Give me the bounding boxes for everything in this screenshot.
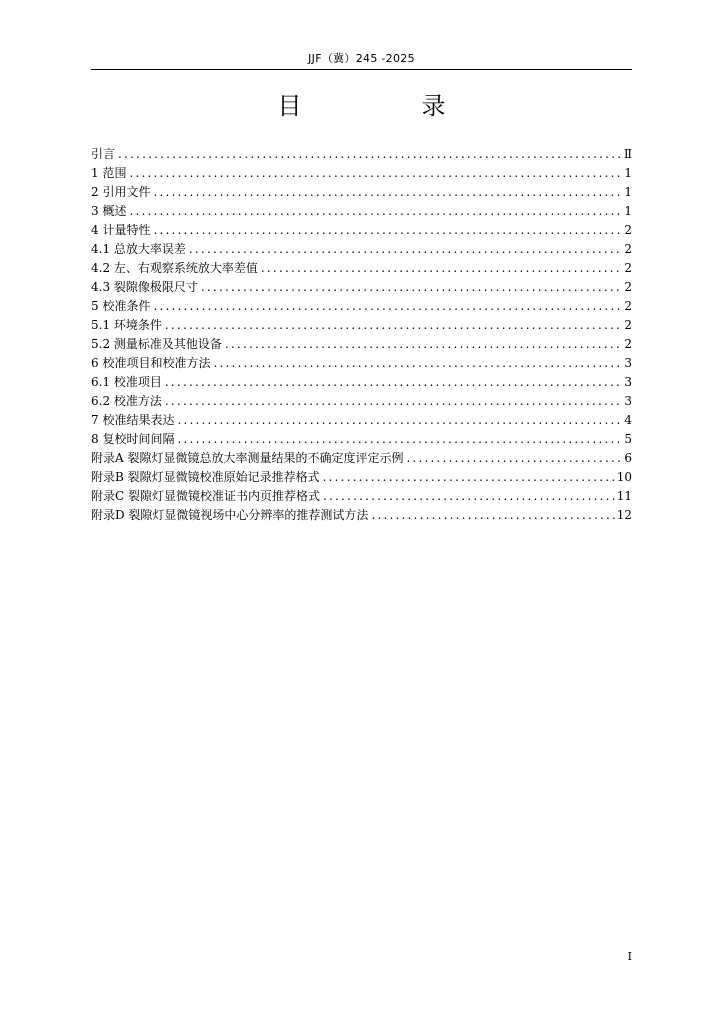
toc-entry-label: 4.3 裂隙像极限尺寸 (91, 280, 198, 294)
dot-leader (165, 373, 622, 392)
dot-leader (177, 430, 622, 449)
toc-entry-label: 附录A 裂隙灯显微镜总放大率测量结果的不确定度评定示例 (91, 451, 404, 465)
toc-entry[interactable] (91, 240, 632, 259)
dot-leader (129, 202, 622, 221)
dot-leader (406, 449, 622, 468)
dot-leader (165, 392, 622, 411)
toc-entry-label: 引言 (91, 147, 116, 161)
toc-entry[interactable] (91, 202, 632, 221)
toc-entry[interactable] (91, 145, 632, 164)
toc-entry[interactable] (91, 506, 632, 525)
dot-leader (165, 316, 622, 335)
dot-leader (201, 278, 622, 297)
dot-leader (177, 411, 622, 430)
page-number: I (627, 950, 632, 963)
toc-entry[interactable] (91, 430, 632, 449)
dot-leader (323, 468, 615, 487)
toc-entry[interactable] (91, 316, 632, 335)
toc-entry-label: 3 概述 (91, 204, 127, 218)
toc-entry-page: 10 (616, 470, 632, 484)
dot-leader (153, 221, 622, 240)
toc-entry[interactable] (91, 411, 632, 430)
toc-entry[interactable] (91, 164, 632, 183)
toc-entry-label: 7 校准结果表达 (91, 413, 175, 427)
toc-entry-label: 附录C 裂隙灯显微镜校准证书内页推荐格式 (91, 489, 320, 503)
dot-leader (323, 487, 615, 506)
toc-entry[interactable] (91, 335, 632, 354)
toc-entry[interactable] (91, 221, 632, 240)
toc-entry-page: 2 (624, 261, 632, 275)
dot-leader (129, 164, 622, 183)
toc-entry-page: 2 (624, 299, 632, 313)
header-rule (91, 69, 632, 70)
page-header (91, 52, 632, 66)
toc-entry-page: 3 (624, 394, 632, 408)
toc-entry[interactable] (91, 468, 632, 487)
toc-entry-page: 2 (624, 318, 632, 332)
toc-entry-page: 2 (624, 242, 632, 256)
toc-entry-page: 2 (624, 337, 632, 351)
toc-entry-label: 6.2 校准方法 (91, 394, 162, 408)
toc-entry-page: 11 (616, 489, 632, 503)
dot-leader (225, 335, 622, 354)
toc-entry[interactable] (91, 373, 632, 392)
toc-entry-label: 1 范围 (91, 166, 127, 180)
toc-entry[interactable] (91, 354, 632, 373)
toc-entry-label: 8 复校时间间隔 (91, 432, 175, 446)
dot-leader (118, 145, 622, 164)
toc-entry-label: 附录D 裂隙灯显微镜视场中心分辨率的推荐测试方法 (91, 508, 369, 522)
toc-entry[interactable] (91, 297, 632, 316)
toc-entry[interactable] (91, 259, 632, 278)
toc-entry-label: 4.1 总放大率误差 (91, 242, 186, 256)
table-of-contents (91, 145, 632, 525)
toc-entry-page: 12 (616, 508, 632, 522)
toc-entry[interactable] (91, 487, 632, 506)
toc-entry-page: 3 (624, 356, 632, 370)
toc-entry-page: 4 (624, 413, 632, 427)
dot-leader (153, 297, 622, 316)
toc-entry-page: 5 (624, 432, 632, 446)
toc-entry[interactable] (91, 278, 632, 297)
toc-entry-page: 3 (624, 375, 632, 389)
toc-entry-label: 5 校准条件 (91, 299, 151, 313)
toc-entry[interactable] (91, 449, 632, 468)
dot-leader (153, 183, 622, 202)
toc-entry-page: 6 (624, 451, 632, 465)
standard-code: JJF（冀）245 -2025 (308, 52, 415, 65)
dot-leader (213, 354, 622, 373)
toc-entry-label: 6 校准项目和校准方法 (91, 356, 211, 370)
toc-entry-page: 1 (624, 185, 632, 199)
toc-entry-page: Ⅱ (623, 147, 632, 161)
toc-entry-label: 4 计量特性 (91, 223, 151, 237)
toc-entry-label: 5.1 环境条件 (91, 318, 162, 332)
toc-entry-page: 2 (624, 223, 632, 237)
toc-entry[interactable] (91, 183, 632, 202)
toc-title: 目 录 (277, 92, 494, 120)
toc-entry-page: 1 (624, 166, 632, 180)
toc-entry-label: 附录B 裂隙灯显微镜校准原始记录推荐格式 (91, 470, 320, 484)
dot-leader (261, 259, 622, 278)
toc-entry-page: 2 (624, 280, 632, 294)
toc-entry-label: 4.2 左、右观察系统放大率差值 (91, 261, 258, 275)
toc-entry-page: 1 (624, 204, 632, 218)
toc-entry-label: 2 引用文件 (91, 185, 151, 199)
toc-entry-label: 6.1 校准项目 (91, 375, 162, 389)
toc-entry-label: 5.2 测量标准及其他设备 (91, 337, 222, 351)
dot-leader (371, 506, 614, 525)
dot-leader (189, 240, 622, 259)
toc-entry[interactable] (91, 392, 632, 411)
